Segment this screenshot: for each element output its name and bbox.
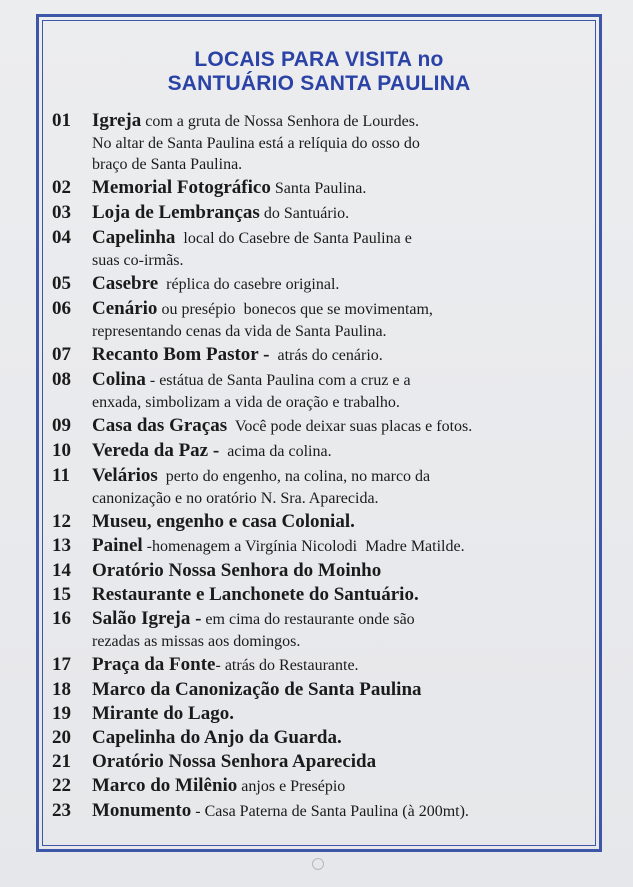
list-item [52, 440, 592, 463]
item-line [92, 227, 592, 250]
item-name: Memorial Fotográfico [92, 177, 271, 198]
item-number: 06 [52, 298, 71, 319]
item-description: - Casa Paterna de Santa Paulina (à 200mt). [191, 803, 469, 820]
item-line [92, 751, 592, 773]
item-name: Mirante do Lago. [92, 703, 234, 724]
list-item [52, 535, 592, 558]
list-item [52, 727, 592, 749]
list-item [52, 415, 592, 438]
item-description: réplica do casebre original. [158, 276, 340, 293]
list-item [52, 800, 592, 823]
item-description: -homenagem a Virgínia Nicolodi Madre Matilde. [142, 538, 465, 555]
item-number: 12 [52, 511, 71, 532]
list-item [52, 654, 592, 677]
list-item [52, 298, 592, 342]
item-line [92, 298, 592, 321]
list-item [52, 177, 592, 200]
item-number: 02 [52, 177, 71, 198]
item-name: Casa das Graças [92, 415, 228, 436]
item-name: Marco do Milênio [92, 775, 238, 796]
item-line [92, 273, 592, 296]
item-number: 05 [52, 273, 71, 294]
item-line [92, 560, 592, 582]
item-name: Cenário [92, 298, 158, 319]
list-item [52, 679, 592, 701]
item-name: Capelinha [92, 227, 176, 248]
item-description: ou presépio bonecos que se movimentam, [157, 301, 433, 318]
item-name: Igreja [92, 110, 142, 131]
item-description: Santa Paulina. [270, 180, 367, 197]
item-description: - estátua de Santa Paulina com a cruz e a [145, 372, 411, 389]
list-item [52, 273, 592, 296]
item-description: perto do engenho, na colina, no marco da [157, 468, 431, 485]
item-name: Velários [92, 465, 158, 486]
item-line [92, 679, 592, 701]
item-name: Colina [92, 369, 146, 390]
item-number: 03 [52, 202, 71, 223]
item-name: Oratório Nossa Senhora do Moinho [92, 560, 382, 581]
list-item [52, 465, 592, 509]
item-line [92, 369, 592, 392]
item-description-continued: suas co-irmãs. [92, 252, 184, 269]
item-description-continued: No altar de Santa Paulina está a relíquia do osso do [92, 135, 420, 152]
item-line [92, 727, 592, 749]
item-description-continued: rezadas as missas aos domingos. [92, 633, 301, 650]
item-number: 19 [52, 703, 71, 724]
item-description: do Santuário. [259, 205, 350, 222]
item-description-continued: representando cenas da vida de Santa Paulina. [92, 323, 387, 340]
item-name: Capelinha do Anjo da Guarda. [92, 727, 342, 748]
item-name: Restaurante e Lanchonete do Santuário. [92, 584, 419, 605]
item-number: 23 [52, 800, 71, 821]
item-line [92, 177, 592, 200]
item-line [92, 110, 592, 133]
item-number: 17 [52, 654, 71, 675]
item-name: Recanto Bom Pastor - [92, 344, 270, 365]
item-line [92, 703, 592, 725]
item-description: local do Casebre de Santa Paulina e [175, 230, 412, 247]
item-name: Praça da Fonte [92, 654, 216, 675]
list-item [52, 703, 592, 725]
item-description-continued: braço de Santa Paulina. [92, 156, 243, 173]
item-line [92, 584, 592, 606]
item-number: 16 [52, 608, 71, 629]
list-item [52, 369, 592, 413]
item-name: Vereda da Paz - [92, 440, 220, 461]
item-number: 09 [52, 415, 71, 436]
item-line [92, 415, 592, 438]
places-list [52, 110, 592, 825]
item-description: - atrás do Restaurante. [215, 657, 359, 674]
item-number: 22 [52, 775, 71, 796]
decorative-mark [312, 858, 324, 870]
item-description: com a gruta de Nossa Senhora de Lourdes. [141, 113, 419, 130]
item-line [92, 465, 592, 488]
list-item [52, 775, 592, 798]
item-description: em cima do restaurante onde são [201, 611, 415, 628]
item-name: Salão Igreja - [92, 608, 202, 629]
item-description: atrás do cenário. [269, 347, 383, 364]
list-item [52, 227, 592, 271]
item-number: 01 [52, 110, 71, 131]
item-name: Casebre [92, 273, 159, 294]
item-line [92, 800, 592, 823]
item-description-continued: enxada, simbolizam a vida de oração e trabalho. [92, 394, 400, 411]
item-number: 04 [52, 227, 71, 248]
item-line [92, 440, 592, 463]
list-item [52, 751, 592, 773]
item-name: Oratório Nossa Senhora Aparecida [92, 751, 377, 772]
item-number: 08 [52, 369, 71, 390]
item-line [92, 344, 592, 367]
item-description: acima da colina. [219, 443, 332, 460]
item-number: 07 [52, 344, 71, 365]
item-line [92, 775, 592, 798]
item-name: Marco da Canonização de Santa Paulina [92, 679, 422, 700]
item-number: 14 [52, 560, 71, 581]
item-number: 18 [52, 679, 71, 700]
item-line [92, 654, 592, 677]
list-item [52, 202, 592, 225]
list-item [52, 511, 592, 533]
item-name: Painel [92, 535, 143, 556]
item-number: 10 [52, 440, 71, 461]
item-name: Museu, engenho e casa Colonial. [92, 511, 355, 532]
page-title-line-1: LOCAIS PARA VISITA no [194, 48, 444, 71]
item-description-continued: canonização e no oratório N. Sra. Aparecida. [92, 490, 379, 507]
item-number: 15 [52, 584, 71, 605]
item-number: 20 [52, 727, 71, 748]
list-item [52, 560, 592, 582]
item-line [92, 511, 592, 533]
item-number: 13 [52, 535, 71, 556]
item-number: 21 [52, 751, 71, 772]
item-description: anjos e Presépio [237, 778, 346, 795]
list-item [52, 110, 592, 175]
item-description: Você pode deixar suas placas e fotos. [227, 418, 473, 435]
item-number: 11 [52, 465, 70, 486]
item-name: Monumento [92, 800, 192, 821]
item-name: Loja de Lembranças [92, 202, 260, 223]
list-item [52, 344, 592, 367]
item-line [92, 535, 592, 558]
list-item [52, 584, 592, 606]
page-title-line-2: SANTUÁRIO SANTA PAULINA [167, 72, 471, 95]
item-line [92, 202, 592, 225]
list-item [52, 608, 592, 652]
item-line [92, 608, 592, 631]
